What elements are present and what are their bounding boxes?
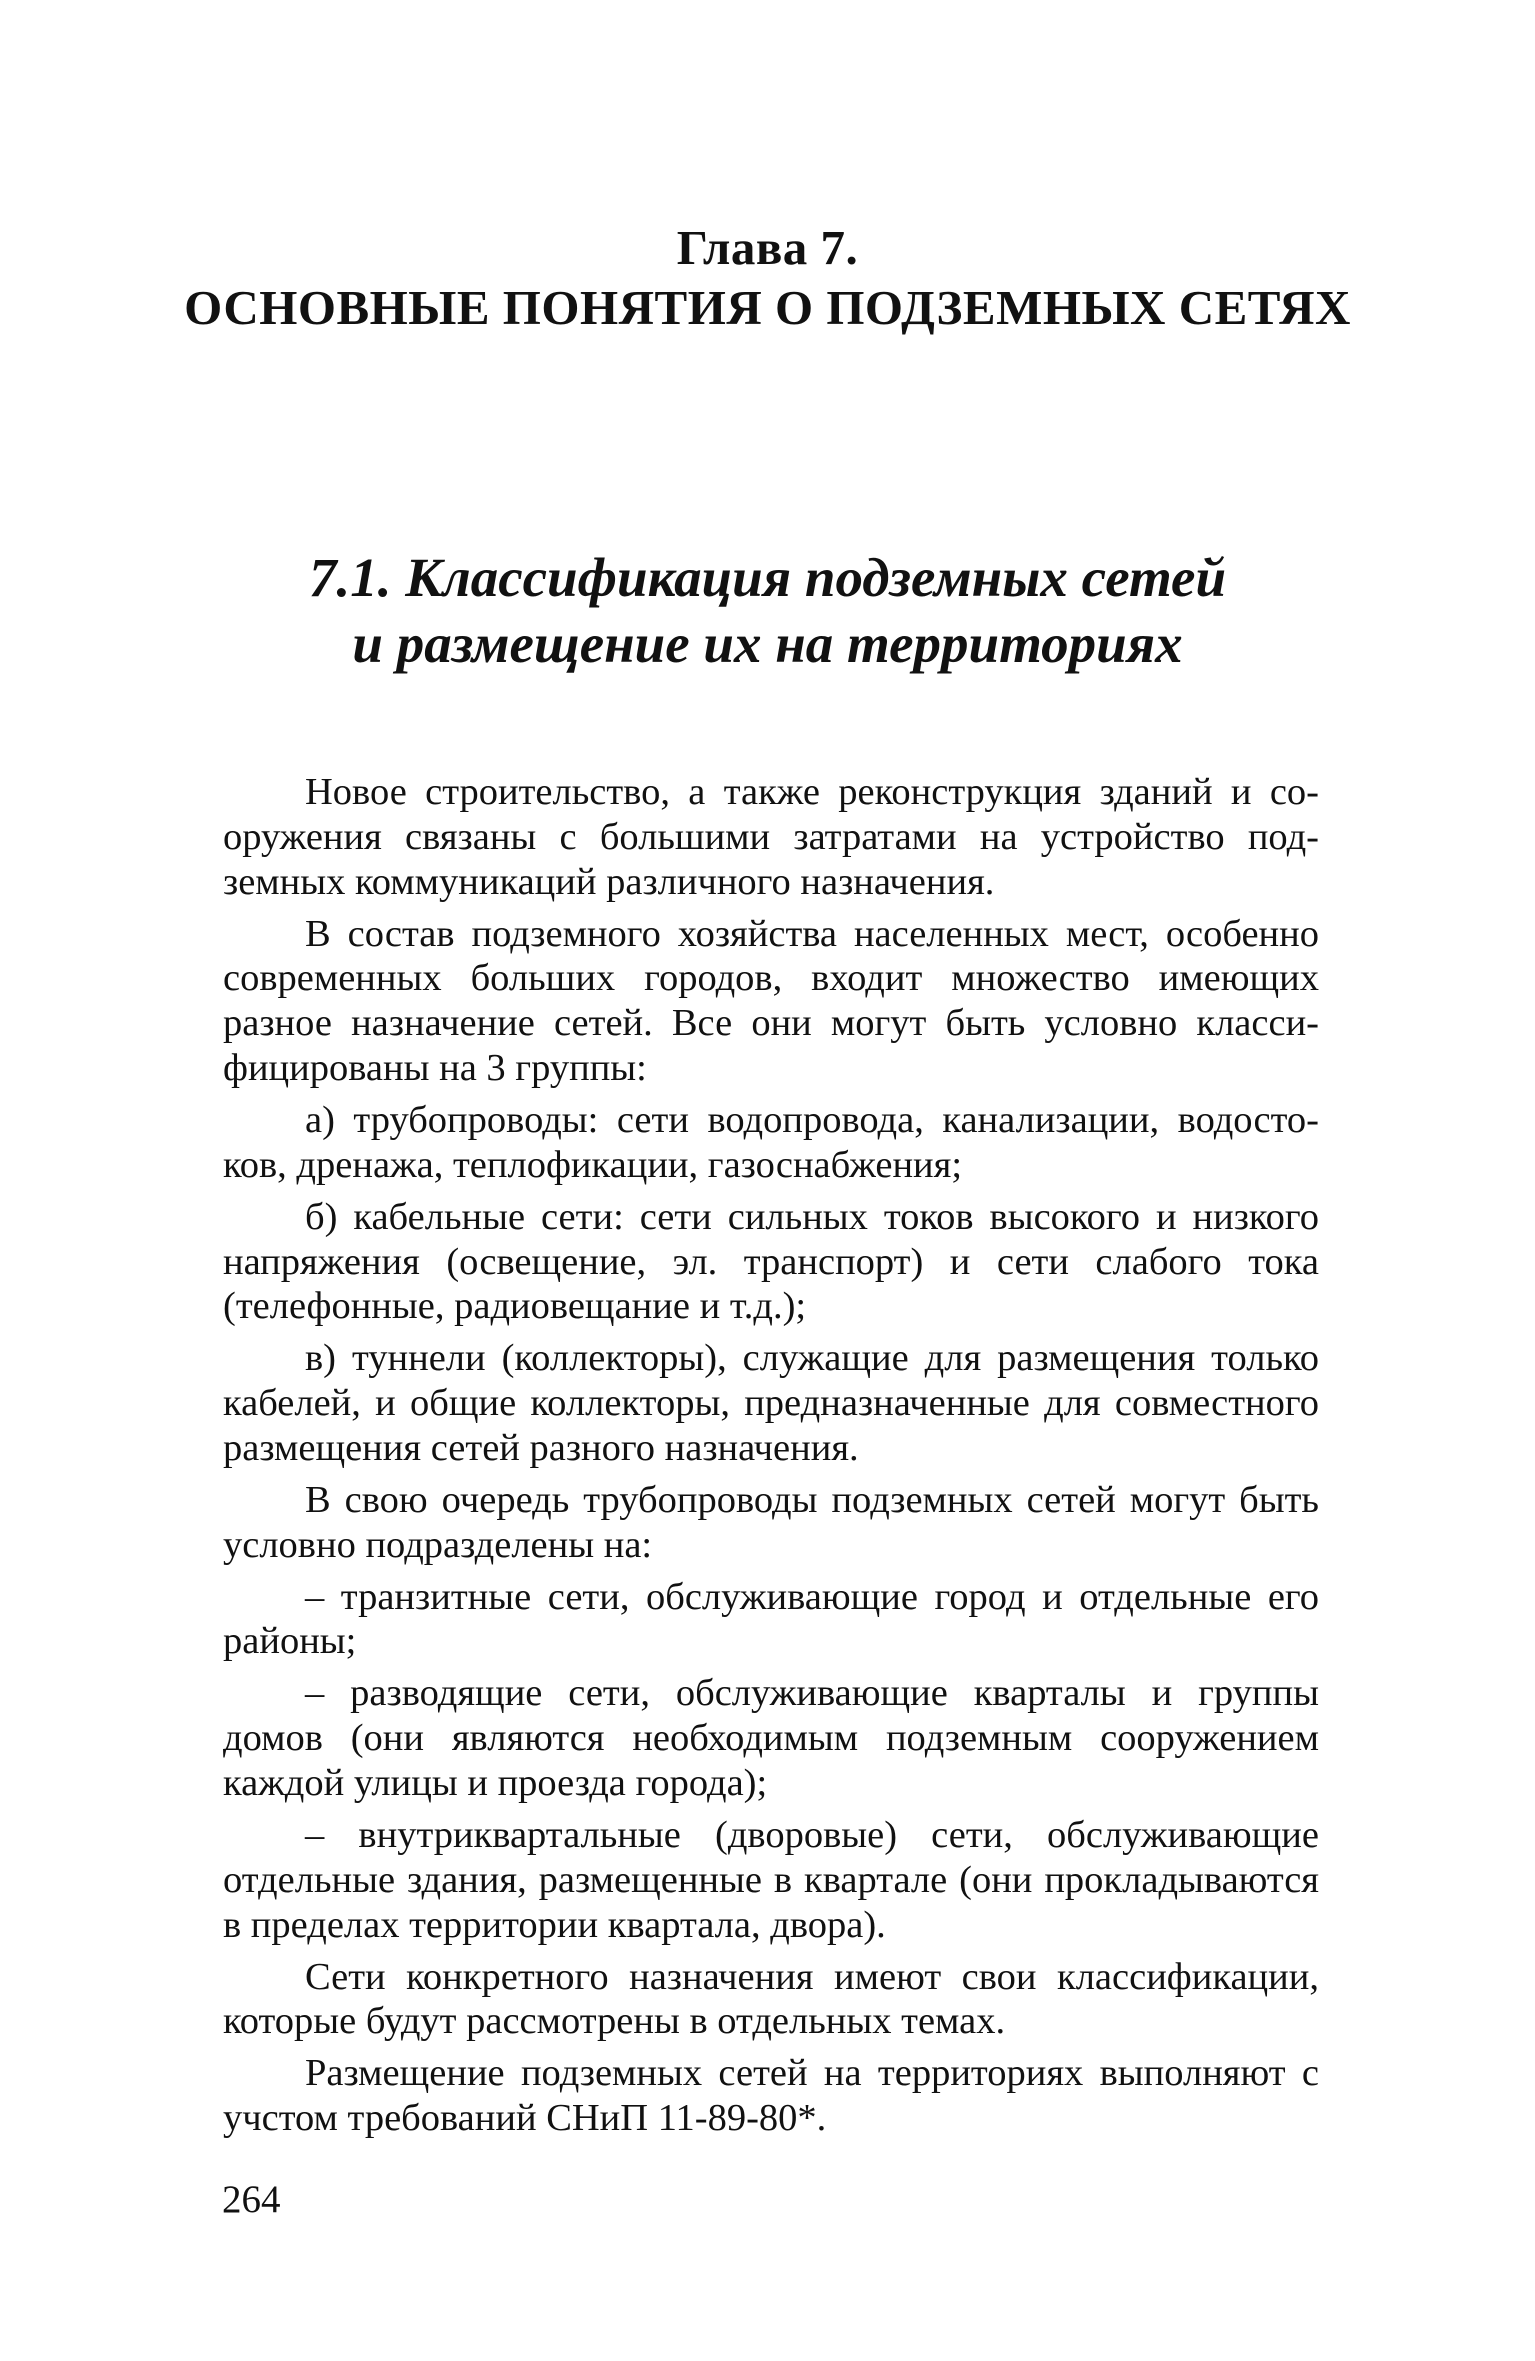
paragraph: В свою очередь трубопроводы подземных сетей могут быть условно подразделены на:: [223, 1478, 1319, 1566]
chapter-heading: [0, 218, 1535, 338]
section-heading: [0, 545, 1535, 677]
chapter-title: ОСНОВНЫЕ ПОНЯТИЯ О ПОДЗЕМНЫХ СЕТЯХ: [184, 280, 1351, 335]
list-item: – транзитные сети, обслуживающие город и отдельные его районы;: [223, 1575, 1319, 1663]
list-item: б) кабельные сети: сети сильных токов высокого и низкого напряжения (освещение, эл. транспорт) и сети слабого тока (телефонные, радиовещание и т.д.);: [223, 1195, 1319, 1328]
list-item: а) трубопроводы: сети водопровода, канализации, водостоков, дренажа, теплофикации, газоснабжения;: [223, 1098, 1319, 1186]
chapter-label: Глава 7.: [676, 220, 859, 275]
paragraph: В состав подземного хозяйства населенных мест, особенно современных больших городов, входит множество имеющих разное назначение сетей. Все они могут быть условно классифицированы на 3 группы:: [223, 912, 1319, 1089]
list-item: – разводящие сети, обслуживающие кварталы и группы домов (они являются необходимым подземным сооружением каждой улицы и проезда города);: [223, 1672, 1319, 1805]
section-title-line-2: и размещение их на территориях: [352, 613, 1183, 674]
paragraph: Новое строительство, а также реконструкция зданий и сооружения связаны с большими затратами на устройство подземных коммуникаций различного назначения.: [223, 771, 1319, 903]
paragraph: Размещение подземных сетей на территориях выполняют с учстом требований СНиП 11-89-80*.: [223, 2052, 1319, 2140]
section-title-line-1: 7.1. Классификация подземных сетей: [308, 547, 1227, 608]
page-number: 264: [222, 2178, 281, 2221]
list-item: – внутриквартальные (дворовые) сети, обслуживающие отдельные здания, размещенные в квартале (они прокладываются в пределах территории квартала, двора).: [223, 1814, 1319, 1946]
paragraph: Сети конкретного назначения имеют свои классификации, которые будут рассмотрены в отдельных темах.: [223, 1955, 1319, 2043]
body-text: [223, 770, 1319, 2148]
list-item: в) туннели (коллекторы), служащие для размещения только кабелей, и общие коллекторы, предназначенные для совместного размещения сетей разного назначения.: [223, 1337, 1319, 1469]
